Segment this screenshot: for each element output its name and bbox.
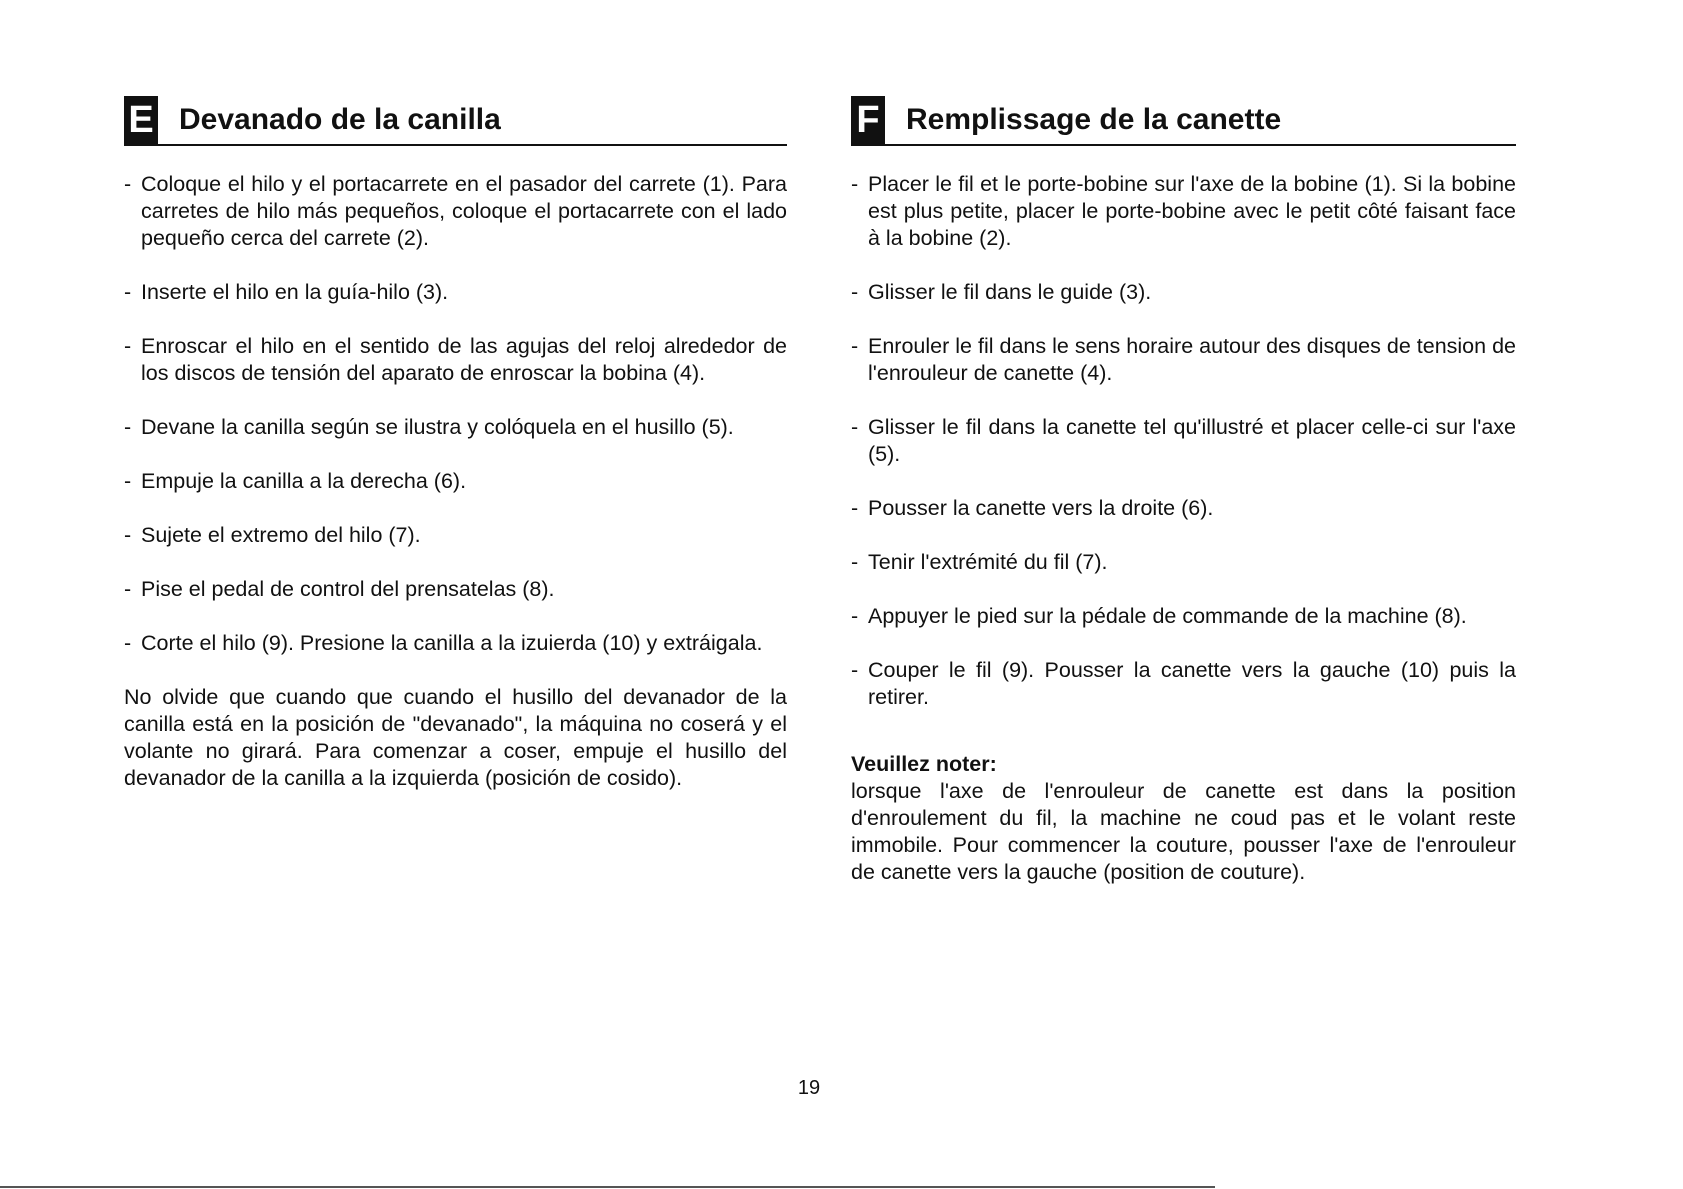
step-dash: - [124, 631, 132, 655]
step-text: Devane la canilla según se ilustra y colóquela en el husillo (5). [141, 415, 734, 439]
section-e-letter: E [124, 96, 158, 144]
list-item [851, 657, 1516, 711]
step-text: Inserte el hilo en la guía-hilo (3). [141, 280, 449, 304]
list-item [124, 414, 787, 441]
step-text: Coloque el hilo y el portacarrete en el pasador del carrete (1). Para carretes de hilo más pequeños, coloque el portacarrete con el lado pequeño cerca del carrete (2). [141, 172, 787, 250]
step-text: Tenir l'extrémité du fil (7). [868, 550, 1108, 574]
list-item [124, 279, 787, 306]
list-item [851, 279, 1516, 306]
list-item [124, 468, 787, 495]
step-dash: - [851, 496, 859, 520]
list-item [124, 333, 787, 387]
section-f-note: lorsque l'axe de l'enrouleur de canette est dans la position d'enroulement du fil, la machine ne coud pas et le volant reste immobile. Pour commencer la couture, pousser l'axe de l'enrouleur de canette vers la gauche (position de couture). [851, 779, 1516, 884]
step-dash: - [851, 658, 859, 682]
list-item [851, 549, 1516, 576]
section-e-title: Devanado de la canilla [179, 103, 501, 136]
step-text: Corte el hilo (9). Presione la canilla a la izuierda (10) y extráigala. [141, 631, 763, 655]
section-f-steps [851, 171, 1516, 711]
step-text: Appuyer le pied sur la pédale de commande de la machine (8). [868, 604, 1467, 628]
step-text: Couper le fil (9). Pousser la canette vers la gauche (10) puis la retirer. [868, 658, 1516, 709]
step-dash: - [851, 280, 859, 304]
section-e-steps [124, 171, 787, 657]
step-text: Enrouler le fil dans le sens horaire autour des disques de tension de l'enrouleur de canette (4). [868, 334, 1516, 385]
section-e-header [124, 96, 787, 146]
section-f-title: Remplissage de la canette [906, 103, 1282, 136]
step-text: Empuje la canilla a la derecha (6). [141, 469, 467, 493]
section-f-letter: F [851, 96, 885, 144]
list-item [851, 414, 1516, 468]
step-dash: - [124, 172, 132, 196]
step-text: Pousser la canette vers la droite (6). [868, 496, 1214, 520]
step-text: Placer le fil et le porte-bobine sur l'axe de la bobine (1). Si la bobine est plus petite, placer le porte-bobine avec le petit côté faisant face à la bobine (2). [868, 172, 1516, 250]
step-dash: - [851, 334, 859, 358]
bottom-divider [0, 1186, 1215, 1188]
section-f [851, 96, 1516, 886]
section-e-note: No olvide que cuando que cuando el husillo del devanador de la canilla está en la posición de "devanado", la máquina no coserá y el volante no girará. Para comenzar a coser, empuje el husillo del devanador de la canilla a la izquierda (posición de cosido). [124, 685, 787, 790]
step-text: Sujete el extremo del hilo (7). [141, 523, 421, 547]
list-item [124, 522, 787, 549]
step-dash: - [851, 172, 859, 196]
step-text: Glisser le fil dans le guide (3). [868, 280, 1152, 304]
step-text: Pise el pedal de control del prensatelas (8). [141, 577, 555, 601]
list-item [851, 603, 1516, 630]
step-dash: - [124, 523, 132, 547]
section-e [124, 96, 787, 792]
list-item [851, 495, 1516, 522]
list-item [851, 333, 1516, 387]
step-text: Enroscar el hilo en el sentido de las agujas del reloj alrededor de los discos de tensión del aparato de enroscar la bobina (4). [141, 334, 787, 385]
list-item [851, 171, 1516, 252]
list-item [124, 576, 787, 603]
step-dash: - [851, 604, 859, 628]
section-f-header [851, 96, 1516, 146]
step-dash: - [124, 334, 132, 358]
list-item [124, 630, 787, 657]
page-number: 19 [797, 1077, 821, 1099]
step-dash: - [851, 550, 859, 574]
step-text: Glisser le fil dans la canette tel qu'illustré et placer celle-ci sur l'axe (5). [868, 415, 1516, 466]
section-f-note-block [851, 751, 1516, 886]
step-dash: - [124, 280, 132, 304]
step-dash: - [124, 577, 132, 601]
list-item [124, 171, 787, 252]
section-f-note-heading: Veuillez noter: [851, 752, 997, 776]
step-dash: - [851, 415, 859, 439]
step-dash: - [124, 415, 132, 439]
step-dash: - [124, 469, 132, 493]
